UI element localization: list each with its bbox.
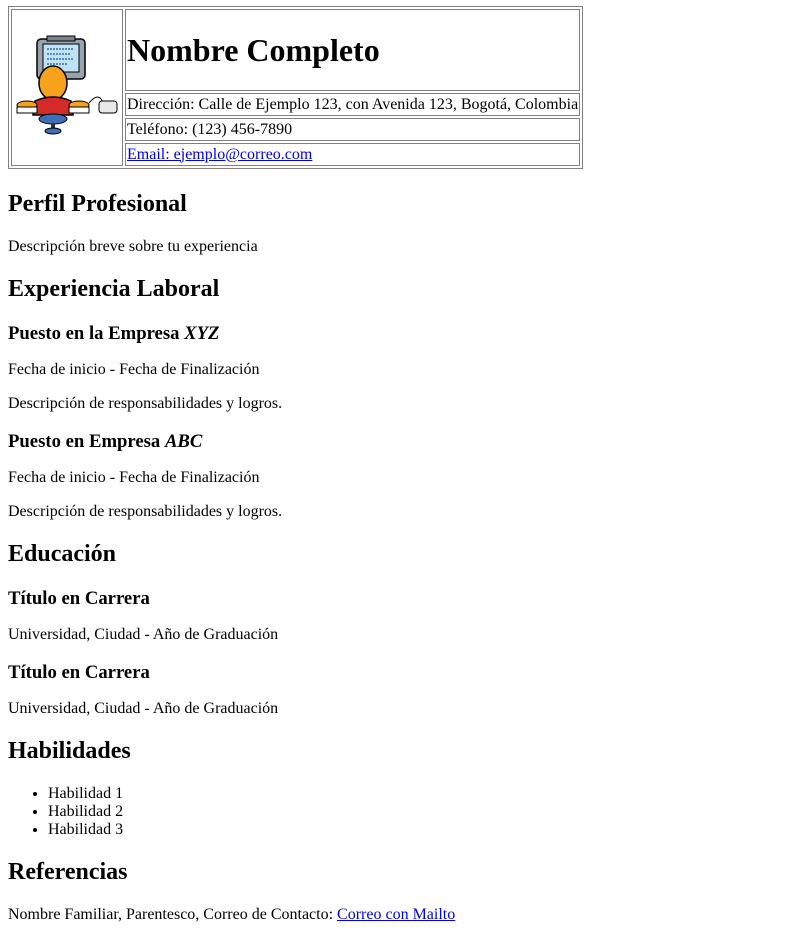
computer-user-clipart-icon <box>13 35 121 135</box>
email-link[interactable]: Email: ejemplo@correo.com <box>127 145 313 163</box>
company-name: ABC <box>164 431 203 452</box>
education-heading: Educación <box>8 541 117 567</box>
company-name: XYZ <box>184 323 220 344</box>
job-title: Puesto en Empresa ABC <box>8 431 203 452</box>
full-name: Nombre Completo <box>127 31 380 68</box>
degree-title: Título en Carrera <box>8 588 150 609</box>
references-text: Nombre Familiar, Parentesco, Correo de Contacto: Correo con Mailto <box>8 906 456 923</box>
phone: Teléfono: (123) 456-7890 <box>125 118 580 141</box>
email-cell <box>125 143 580 166</box>
address: Dirección: Calle de Ejemplo 123, con Avenida 123, Bogotá, Colombia <box>125 93 580 116</box>
job-title: Puesto en la Empresa XYZ <box>8 323 220 344</box>
skill-item: • Habilidad 3 <box>48 821 782 839</box>
skill-item: • Habilidad 2 <box>48 803 782 821</box>
photo-cell <box>11 9 123 166</box>
job-dates: Fecha de inicio - Fecha de Finalización <box>8 469 260 486</box>
skills-list <box>8 785 782 839</box>
profile-heading: Perfil Profesional <box>8 191 187 217</box>
degree-detail: Universidad, Ciudad - Año de Graduación <box>8 700 279 717</box>
header-table <box>8 6 583 169</box>
references-heading: Referencias <box>8 859 128 885</box>
experience-heading: Experiencia Laboral <box>8 276 220 302</box>
mailto-link[interactable]: Correo con Mailto <box>337 906 456 923</box>
job-description: Descripción de responsabilidades y logros. <box>8 395 283 412</box>
skill-item: • Habilidad 1 <box>48 785 782 803</box>
skills-heading: Habilidades <box>8 738 131 764</box>
degree-detail: Universidad, Ciudad - Año de Graduación <box>8 626 279 643</box>
name-cell <box>125 9 580 91</box>
job-description: Descripción de responsabilidades y logros. <box>8 503 283 520</box>
job-dates: Fecha de inicio - Fecha de Finalización <box>8 361 260 378</box>
degree-title: Título en Carrera <box>8 662 150 683</box>
profile-description: Descripción breve sobre tu experiencia <box>8 238 258 255</box>
